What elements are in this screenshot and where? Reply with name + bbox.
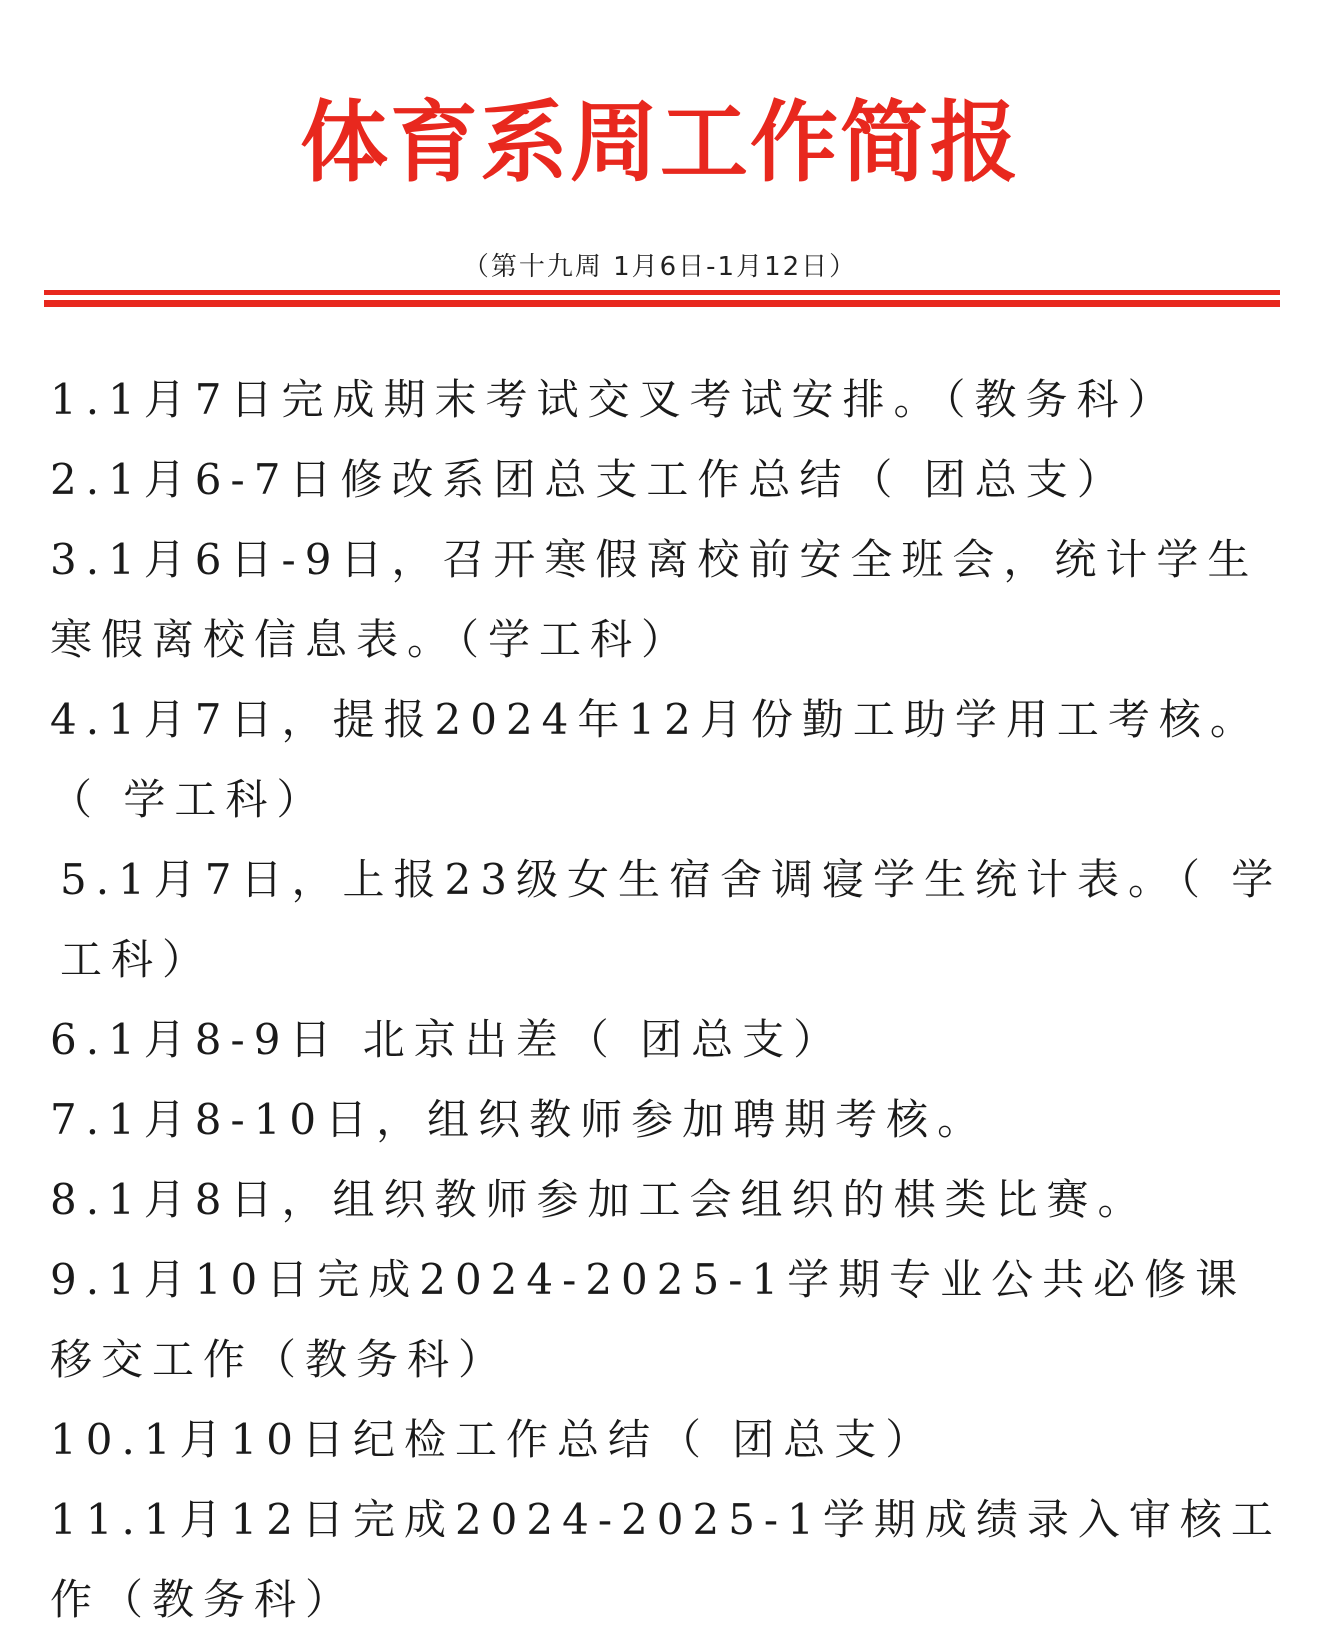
work-item-1: 1.1月7日完成期末考试交叉考试安排。（教务科） (50, 375, 1179, 424)
work-item-5: 5.1月7日，上报23级女生宿舍调寝学生统计表。（ 学工科） (60, 855, 1283, 984)
week-range-subtitle: （第十九周 1月6日-1月12日） (462, 252, 858, 282)
work-item-7: 7.1月8-10日，组织教师参加聘期考核。 (50, 1095, 989, 1144)
header-divider-thin (44, 290, 1280, 295)
work-item-4: 4.1月7日，提报2024年12月份勤工助学用工考核。（ 学工科） (50, 695, 1261, 824)
work-item-list (50, 360, 1290, 1640)
work-item-3: 3.1月6日-9日，召开寒假离校前安全班会，统计学生寒假离校信息表。（学工科） (50, 535, 1259, 664)
work-item-9: 9.1月10日完成2024-2025-1学期专业公共必修课移交工作（教务科） (50, 1255, 1247, 1384)
work-item-11: 11.1月12日完成2024-2025-1学期成绩录入审核工作（教务科） (50, 1495, 1282, 1624)
work-item-8: 8.1月8日，组织教师参加工会组织的棋类比赛。 (50, 1175, 1149, 1224)
work-item-10: 10.1月10日纪检工作总结（ 团总支） (50, 1415, 937, 1464)
header-divider-thick (44, 300, 1280, 307)
work-item-2: 2.1月6-7日修改系团总支工作总结（ 团总支） (50, 455, 1128, 504)
bulletin-title: 体育系周工作简报 (299, 91, 1020, 194)
work-item-6: 6.1月8-9日 北京出差（ 团总支） (50, 1015, 845, 1064)
